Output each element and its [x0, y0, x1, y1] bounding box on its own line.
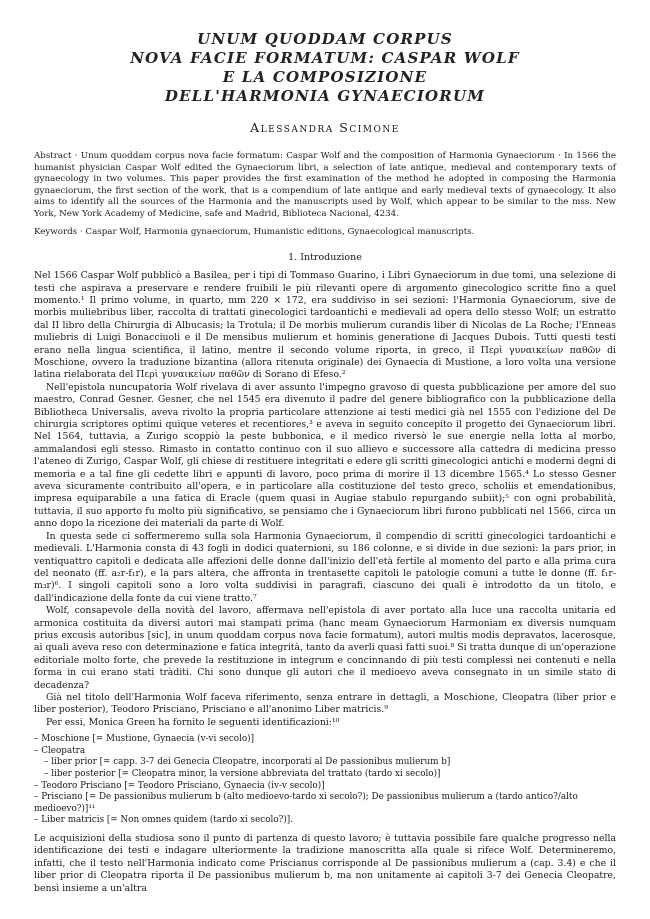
title-line-3: E LA COMPOSIZIONE	[222, 68, 428, 86]
list-item: – Moschione [= Mustione, Gynaecia (v-vi secolo)]	[34, 734, 255, 745]
title-line-4: DELL'HARMONIA GYNAECIORUM	[164, 87, 486, 105]
section-heading: 1. Introduzione	[288, 252, 362, 264]
paragraph: Per essi, Monica Green ha fornito le seguenti identificazioni:¹⁰	[46, 716, 340, 728]
keywords: Keywords · Caspar Wolf, Harmonia gynaeciorum, Humanistic editions, Gynaecological manuscripts.	[34, 226, 475, 237]
list-item: – liber prior [= capp. 3-7 dei Genecia Cleopatre, incorporati al De passionibus mulierum b]	[44, 757, 451, 768]
list-item: – Liber matricis [= Non omnes quidem (tardo xi secolo?)].	[34, 815, 293, 826]
article-page	[34, 30, 616, 895]
author-name: Alessandra Scimone	[250, 120, 400, 135]
title-line-1: UNUM QUODDAM CORPUS	[197, 30, 453, 48]
identification-list	[34, 734, 616, 827]
paragraph: In questa sede ci soffermeremo sulla sola Harmonia Gynaeciorum, il compendio di scritti ginecologici tardoantichi e medievali. L'Harmonia consta di 43 fogli in dodici quaternioni, su 186 colonne, e si divide in due sezioni: la pars prior, in ventiquattro capitoli e dedicata alle affezioni delle donne dall'inizio dell'età fertile al momento del parto e alla prima cura del neonato (ff. a₂r-f₁r), e la pars altera, che affronta in trentasette capitoli le patologie comuni a tutte le donne (ff. f₁r-m₃r)⁶. I singoli capitoli sono a loro volta suddivisi in paragrafi, ciascuno dei quali è introdotto da un titolo, e dall'indicazione della fonte da cui viene tratto.⁷	[34, 530, 616, 604]
paragraph: Le acquisizioni della studiosa sono il punto di partenza di questo lavoro; è tuttavia possibile fare qualche progresso nella identificazione dei testi e indagare ulteriormente la tradizione manoscritta alla quale si rifece Wolf. Determineremo, infatti, che il testo nell'Harmonia indicato come Priscianus corrisponde al De passionibus mulierum a (cap. 3.4) e che il liber prior di Cleopatra riporta il De passionibus mulierum b, ma non unitamente ai capitoli 3-7 dei Genecia Cleopatre, bensì insieme a un'altra	[34, 832, 616, 894]
title-line-2: NOVA FACIE FORMATUM: CASPAR WOLF	[130, 49, 520, 67]
paragraph: Già nel titolo dell'Harmonia Wolf faceva riferimento, senza entrare in dettagli, a Moschione, Cleopatra (liber prior e liber posterior), Teodoro Prisciano, Prisciano e all'anonimo Liber matricis.⁹	[34, 691, 616, 716]
paragraph: Nell'epistola nuncupatoria Wolf rivelava di aver assunto l'impegno gravoso di questa pubblicazione per amore del suo maestro, Conrad Gesner. Gesner, che nel 1545 era divenuto il padre del genere bibliografico con la pubblicazione della Bibliotheca Universalis, aveva rivolto la propria particolare attenzione ai testi medici già nel 1555 con l'edizione del De chirurgia scriptores optimi quique veteres et recentiores,³ e aveva in seguito concepito il progetto dei Gynaeciorum libri. Nel 1564, tuttavia, a Zurigo scoppiò la peste bubbonica, e il medico riversò le sue energie nella lotta al morbo, ammalandosi egli stesso. Rimasto in contatto continuo con il suo allievo e successore alla cattedra di medicina presso l'ateneo di Zurigo, Caspar Wolf, gli chiese di restituere integritati e edere gli scritti ginecologici antichi e moderni degni di memoria e a tal fine gli cedette libri e appunti di lavoro, poco prima di morire il 13 dicembre 1565.⁴ Lo stesso Gesner aveva sicuramente contribuito all'opera, e in particolare alla costituzione del testo greco, scholiis et emendationibus, impresa equiparabile a una fatica di Eracle (quem quasi in Augiae stabulo repurgando subiit);⁵ con ogni probabilità, tuttavia, il suo apporto fu molto più significativo, se pensiamo che i Gynaeciorum libri furono pubblicati nel 1566, circa un anno dopo la ricezione dei materiali da parte di Wolf.	[34, 381, 616, 530]
abstract: Abstract · Unum quoddam corpus nova facie formatum: Caspar Wolf and the composition of Harmonia Gynaeciorum · In 1566 the humanist physician Caspar Wolf edited the Gynaeciorum libri, a selection of late antique, medieval and contemporary texts of gynaecology in two volumes. This paper provides the first examination of the method he adopted in composing the Harmonia gynaeciorum, the first section of the work, that is a compendium of late antique and early medieval texts of gynaecology. It also aims to identify all the sources of the Harmonia and the manuscripts used by Wolf, which appear to be similar to the mss. New York, New York Academy of Medicine, safe and Madrid, Biblioteca Nacional, 4234.	[34, 151, 616, 219]
paragraph: Nel 1566 Caspar Wolf pubblicò a Basilea, per i tipi di Tommaso Guarino, i Libri Gynaeciorum in due tomi, una selezione di testi che aspirava a preservare e rendere fruibili le più rilevanti opere di argomento ginecologico scritte fino a quel momento.¹ Il primo volume, in quarto, mm 220 × 172, era suddiviso in sei sezioni: l'Harmonia Gynaeciorum, sive de morbis muliebribus liber, raccolta di trattati ginecologici tardoantichi e medievali ad opera dello stesso Wolf; un estratto dal II libro della Chirurgia di Albucasis; la Trotula; il De morbis mulierum curandis liber di Nicolas de La Roche; l'Enneas muliebris di Luigi Bonacciuoli e il De mensibus mulierum et hominis generatione di Jacques Dubois. Tutti questi testi erano nella lingua scientifica, il latino, mentre il secondo volume riporta, in greco, il Περὶ γυναικείων παθῶν di Moschione, ovvero la traduzione bizantina (allora ritenuta originale) dei Gynaecia di Mustione, a loro volta una versione latina rielaborata del Περὶ γυναικείων παθῶν di Sorano di Efeso.²	[34, 270, 616, 381]
article-body	[34, 270, 616, 895]
list-item: – Prisciano [= De passionibus mulierum b (alto medioevo-tardo xi secolo?); De passionibus mulierum a (tardo antico?/alto medioevo?)]¹¹	[34, 792, 578, 814]
article-title	[34, 30, 616, 106]
paragraph: Wolf, consapevole della novità del lavoro, affermava nell'epistola di aver portato alla luce una raccolta unitaria ed armonica costituita da diversi autori mai stampati prima (hanc meam Gynaeciorum Harmoniam ex diversis numquam prius excusis autoribus [sic], in unum quoddam corpus nova facie formatum), autori multis modis depravatos, lacerosque, ai quali aveva reso con determinazione e fatica integrità, tanto da averli quasi fatti suoi.⁸ Si tratta dunque di un'operazione editoriale molto forte, che prevede la restituzione in integrum e concinnando di più testi complessi nei contenuti e nella forma in cui erano stati tràditi. Chi sono dunque gli autori che il medioevo aveva consegnato in un simile stato di decadenza?	[34, 605, 616, 691]
list-item: – Cleopatra	[34, 745, 86, 756]
list-item: – liber posterior [= Cleopatra minor, la versione abbreviata del trattato (tardo xi secolo)]	[44, 768, 441, 779]
list-item: – Teodoro Prisciano [= Teodoro Prisciano, Gynaecia (iv-v secolo)]	[34, 780, 325, 791]
